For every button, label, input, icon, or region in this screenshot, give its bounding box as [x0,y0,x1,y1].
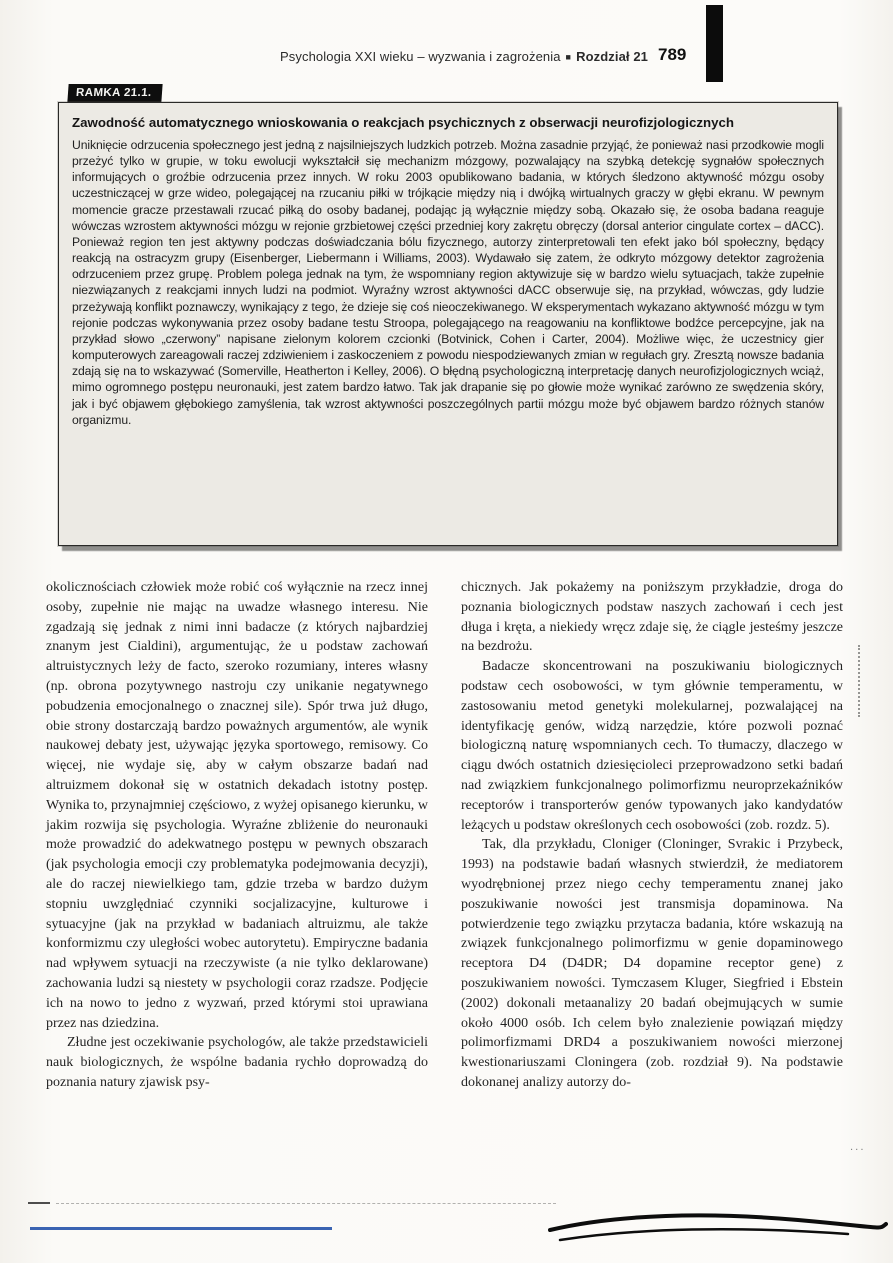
scan-artifact-blue-line [30,1227,332,1230]
body-columns [46,578,844,1093]
running-title: Psychologia XXI wieku – wyzwania i zagrożenia [280,49,561,64]
body-paragraph: okolicznościach człowiek może robić coś wyłącznie na rzecz innej osoby, zupełnie nie mając na uwadze własnego interesu. Nie zgadzają się jednak z nimi inni badacze (z których najbardziej znanym jest Cialdini), argumentując, że u podstaw zachowań altruistycznych leży de facto, szeroko rozumiany, interes własny (np. obrona pozytywnego nastroju czy unikanie negatywnego pobudzenia emocjonalnego o znacznej sile). Spór trwa już długo, obie strony dostarczają bardzo poważnych argumentów, ale wynik naukowej debaty jest, używając języka sportowego, remisowy. Co więcej, nie wydaje się, aby w całym obszarze badań nad altruizmem dokonał się w ostatnich dekadach istotny postęp. Wynika to, przynajmniej częściowo, z wyżej opisanego kierunku, w jakim rozwija się psychologia. Wyraźne zbliżenie do neuronauki może prowadzić do adekwatnego postępu w pewnych obszarach (jak psychologia emocji czy problematyka podejmowania decyzji), ale do raczej niewielkiego tam, gdzie trzeba w bardzo dużym stopniu uwzględniać czynniki socjalizacyjne, kulturowe i sytuacyjne (jak na przykład w badaniach altruizmu, ale także konformizmu czy uległości wobec autorytetu). Empiryczne badania nad wpływem sytuacji na rzeczywiste (a nie tylko deklarowane) zachowania ludzi są niestety w psychologii coraz rzadsze. Podjęcie ich na nowo to jedno z wyzwań, przed którymi stoi uprawiana przez nas dziedzina. [46,580,428,1031]
ramka-body: Uniknięcie odrzucenia społecznego jest jedną z najsilniejszych ludzkich potrzeb. Można zasadnie przyjąć, że ponieważ nasi przodkowie mogli przeżyć tylko w grupie, w toku ewolucji wykształcił się mechanizm mózgowy, pozwalający na szybką detekcję sygnałów społecznych informujących o groźbie odrzucenia przez innych. W roku 2003 opublikowano badania, w których śledzono aktywność mózgu osoby uczestniczącej w grze wideo, polegającej na rzucaniu piłki w trójkącie między nią i dwójką wirtualnych graczy w głębi ekranu. W pewnym momencie gracze przestawali rzucać piłką do osoby badanej, podając ją wyłącznie między sobą. Okazało się, że osoba badana reaguje wówczas wzrostem aktywności mózgu w rejonie grzbietowej części przedniej kory zakrętu obręczy (dorsal anterior cingulate cortex – dACC). Ponieważ region ten jest aktywny podczas doświadczania bólu fizycznego, autorzy zinterpretowali ten efekt jako ból społeczny, będący reakcją na ostracyzm grupy (Eisenberger, Liebermann i Williams, 2003). Wydawało się zatem, że odkryto mózgowy detektor zagrożenia odrzuceniem przez grupę. Problem polega jednak na tym, że wspomniany region aktywizuje się w bardzo wielu sytuacjach, także zupełnie niezwiązanych z reakcjami innych ludzi na podmiot. Wyraźny wzrost aktywności dACC obserwuje się, na przykład, wówczas, gdy ludzie przeżywają konflikt poznawczy, wynikający z tego, że dzieje się coś nieoczekiwanego. W eksperymentach wykazano aktywność mózgu w tym rejonie podczas wykonywania przez osoby badane testu Stroopa, polegającego na reagowaniu na konfliktowe bodźce percepcyjne, jak na przykład słowo „czerwony” napisane zielonym kolorem czcionki (Botvinick, Cohen i Carter, 2004). Możliwe więc, że uczestnicy gier komputerowych zareagowali raczej zdziwieniem i zaskoczeniem z powodu niespodziewanych zmian w regułach gry. Zresztą nowsze badania zdają się na to wskazywać (Somerville, Heatherton i Kelley, 2006). O błędną psychologiczną interpretację danych neurofizjologicznych wciąż, mimo ogromnego postępu neuronauki, jest zatem bardzo łatwo. Tak jak drapanie się po głowie może wynikać zarówno ze swędzenia skóry, jak i być objawem głębokiego zamyślenia, tak wzrost aktywności poszczególnych partii mózgu może być objawem bardzo różnych stanów organizmu. [72,138,824,427]
running-head [0,49,648,64]
left-column [46,578,428,1093]
ramka-title: Zawodność automatycznego wnioskowania o reakcjach psychicznych z obserwacji neurofizjologicznych [72,115,735,130]
ramka-box [58,102,838,546]
scan-artifact-pen-marks [548,1200,888,1245]
body-paragraph: Tak, dla przykładu, Cloniger (Cloninger, Svrakic i Przybeck, 1993) na podstawie badań własnych stwierdził, że mediatorem wyodrębnionej przez niego cechy temperamentu znanej jako poszukiwanie nowości jest transmisja dopaminowa. Na potwierdzenie tego związku przytacza badania, które wskazują na związek funkcjonalnego polimorfizmu w genie dopaminowego receptora D4 (D4DR; D4 dopamine receptor gene) z poszukiwaniem nowości. Tymczasem Kluger, Siegfried i Ebstein (2002) dokonali metaanalizy 20 badań obejmujących w sumie około 4000 osób. Ich celem było znalezienie powiązań między polimorfizmami DRD4 a poszukiwaniem nowości mierzonej kwestionariuszami Cloningera (zob. rozdział 9). Na podstawie dokonanej analizy autorzy do- [461,837,843,1090]
body-paragraph: Złudne jest oczekiwanie psychologów, ale także przedstawicieli nauk biologicznych, że wspólne badania rychło doprowadzą do poznania natury zjawisk psy- [46,1035,428,1090]
body-paragraph: Badacze skoncentrowani na poszukiwaniu biologicznych podstaw cech osobowości, w tym głównie temperamentu, w zastosowaniu metod genetyki molekularnej, pozwalającej na identyfikację genów, widzą narzędzie, które pozwoli poznać biologiczną naturę wspomnianych cech. To tłumaczy, dlaczego w ciągu dwóch ostatnich dziesięcioleci przeprowadzono setki badań nad związkiem funkcjonalnego polimorfizmu neuroprzekaźników receptorów i transporterów genów typowanych jako kandydatów leżących u podstaw określonych cech osobowości (zob. rozdz. 5). [461,659,843,833]
scan-artifact-dashed-line [56,1203,556,1204]
separator-square-icon: ■ [565,52,572,62]
scan-artifact-edge-ticks: ... [850,1142,866,1153]
page-number: 789 [658,45,687,64]
body-paragraph: chicznych. Jak pokażemy na poniższym przykładzie, droga do poznania biologicznych podstaw naszych zachowań i cech jest długa i kręta, a niekiedy wręcz zdaje się, że ciągle jesteśmy jeszcze na bezdrożu. [461,580,843,655]
right-column [461,578,843,1093]
corner-bar-decoration [706,5,723,82]
ramka-label: RAMKA 21.1. [67,84,162,102]
chapter-label: Rozdział 21 [576,49,648,64]
scan-artifact-edge-dots [858,645,860,717]
scan-artifact-dash [28,1202,50,1204]
